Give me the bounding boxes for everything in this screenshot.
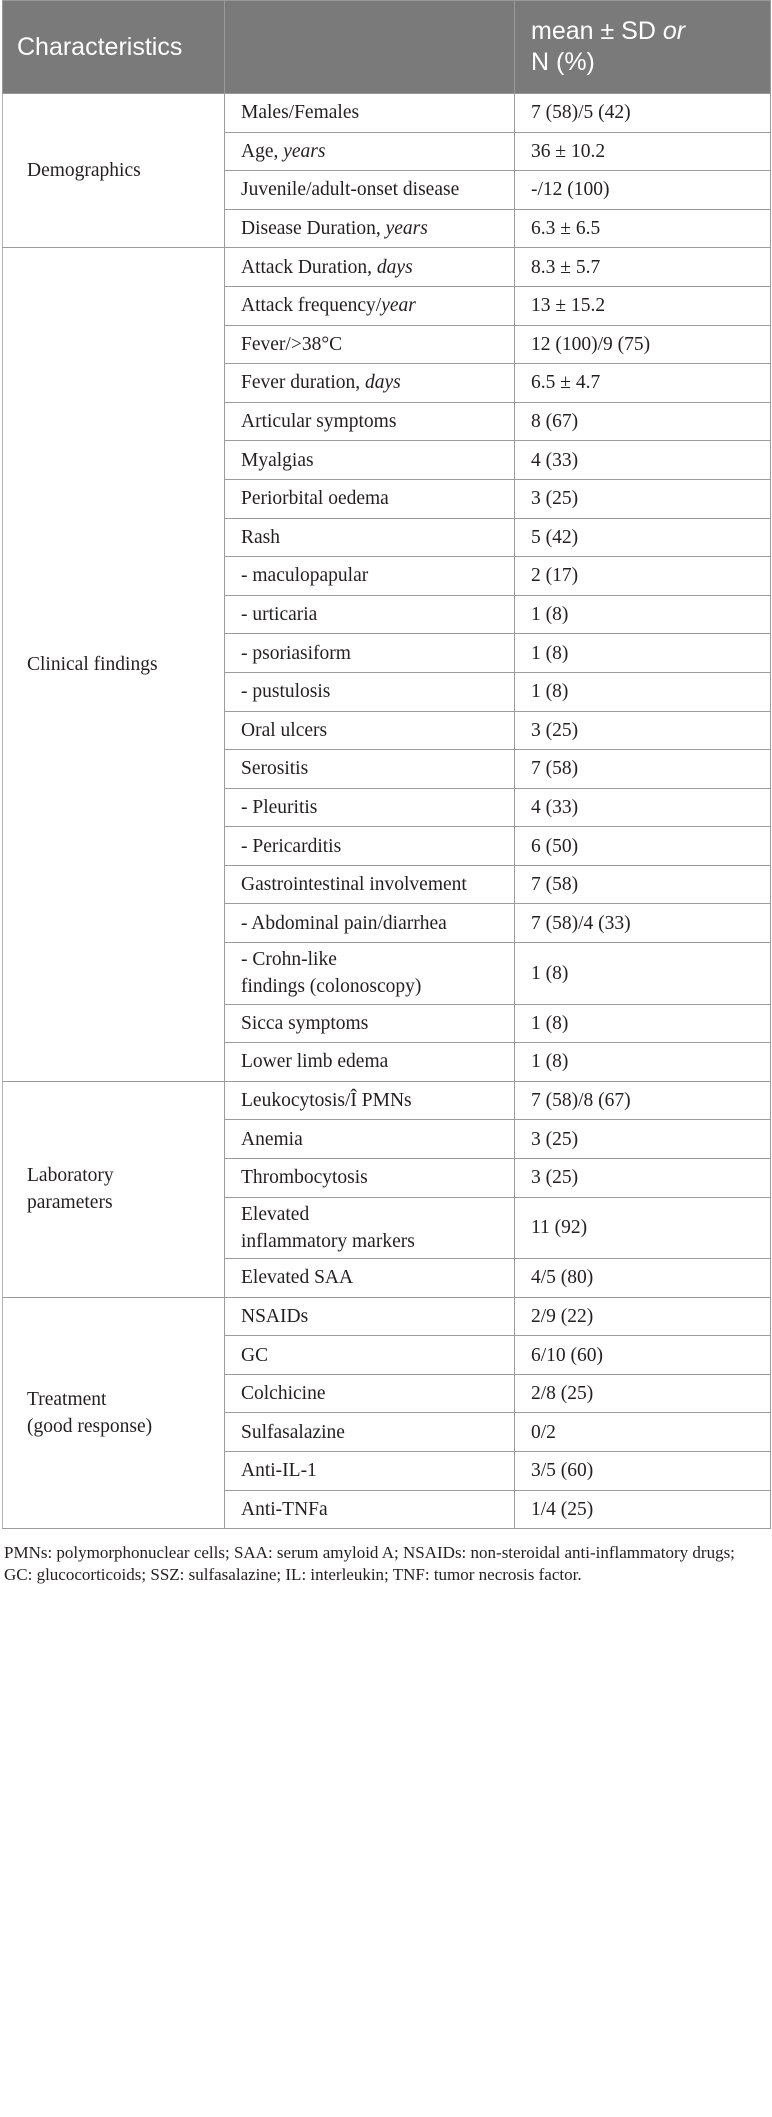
row-characteristic xyxy=(225,1336,515,1375)
characteristic-name: Myalgias xyxy=(241,449,314,471)
row-value: 7 (58) xyxy=(515,865,771,904)
characteristic-name: Elevated SAA xyxy=(241,1267,354,1289)
characteristic-name: Leukocytosis/Î PMNs xyxy=(241,1090,412,1112)
row-value: 0/2 xyxy=(515,1413,771,1452)
row-characteristic xyxy=(225,248,515,287)
characteristic-name: Thrombocytosis xyxy=(241,1167,368,1189)
header-stat-or: or xyxy=(662,17,686,45)
header-stat-tail: N (%) xyxy=(531,48,595,76)
row-value: 7 (58)/8 (67) xyxy=(515,1081,771,1120)
characteristic-line: Elevated xyxy=(241,1203,310,1225)
characteristic-line: inflammatory markers xyxy=(241,1230,415,1252)
row-characteristic xyxy=(225,209,515,248)
row-value: 6 (50) xyxy=(515,827,771,866)
row-value: 7 (58) xyxy=(515,750,771,789)
group-label: Clinical findings xyxy=(3,248,225,1081)
group-label-line: Treatment xyxy=(27,1388,107,1410)
row-characteristic xyxy=(225,634,515,673)
characteristic-name: Juvenile/adult-onset disease xyxy=(241,179,460,201)
row-characteristic xyxy=(225,1490,515,1529)
group-label: Demographics xyxy=(3,94,225,248)
group-label xyxy=(3,1297,225,1529)
row-characteristic xyxy=(225,1297,515,1336)
row-value: 2/9 (22) xyxy=(515,1297,771,1336)
row-characteristic xyxy=(225,1413,515,1452)
row-characteristic xyxy=(225,1197,515,1259)
table-body xyxy=(3,94,771,1529)
row-characteristic xyxy=(225,286,515,325)
row-characteristic xyxy=(225,788,515,827)
header-empty xyxy=(225,1,515,94)
row-value: 3 (25) xyxy=(515,711,771,750)
table-row xyxy=(3,94,771,133)
row-characteristic xyxy=(225,943,515,1005)
characteristic-name: Attack Duration, xyxy=(241,256,377,278)
characteristic-name: Articular symptoms xyxy=(241,411,397,433)
row-value: 13 ± 15.2 xyxy=(515,286,771,325)
row-characteristic xyxy=(225,364,515,403)
group-label-line: (good response) xyxy=(27,1415,153,1437)
characteristic-name: Anti-IL-1 xyxy=(241,1460,317,1482)
characteristic-line: findings (colonoscopy) xyxy=(241,976,422,998)
characteristic-unit: years xyxy=(283,140,326,162)
characteristic-name: Oral ulcers xyxy=(241,719,328,741)
row-value: 1 (8) xyxy=(515,634,771,673)
group-label-line: parameters xyxy=(27,1192,113,1214)
characteristic-name: Males/Females xyxy=(241,102,360,124)
row-characteristic xyxy=(225,325,515,364)
header-row xyxy=(3,1,771,94)
header-characteristics: Characteristics xyxy=(3,1,225,94)
characteristic-name: Fever/>38°C xyxy=(241,333,343,355)
row-value: 7 (58)/4 (33) xyxy=(515,904,771,943)
row-characteristic xyxy=(225,1158,515,1197)
characteristic-unit: days xyxy=(376,256,413,278)
row-characteristic xyxy=(225,132,515,171)
row-value: 3/5 (60) xyxy=(515,1452,771,1491)
characteristic-name: - Abdominal pain/diarrhea xyxy=(241,912,447,934)
row-value: 5 (42) xyxy=(515,518,771,557)
characteristic-name: - pustulosis xyxy=(241,681,331,703)
characteristic-name: Sulfasalazine xyxy=(241,1421,345,1443)
characteristic-unit: years xyxy=(385,218,428,240)
row-value: 4 (33) xyxy=(515,788,771,827)
row-value: 3 (25) xyxy=(515,1158,771,1197)
characteristic-name: Colchicine xyxy=(241,1383,326,1405)
table-row xyxy=(3,1081,771,1120)
characteristic-name: Sicca symptoms xyxy=(241,1012,369,1034)
characteristic-name: Attack frequency/ xyxy=(241,295,382,317)
row-characteristic xyxy=(225,904,515,943)
characteristic-name: - maculopapular xyxy=(241,565,369,587)
row-characteristic xyxy=(225,711,515,750)
row-characteristic xyxy=(225,1259,515,1298)
row-value: 36 ± 10.2 xyxy=(515,132,771,171)
row-value: 1 (8) xyxy=(515,1043,771,1082)
row-value: 6/10 (60) xyxy=(515,1336,771,1375)
row-value: 7 (58)/5 (42) xyxy=(515,94,771,133)
characteristic-unit: days xyxy=(365,372,401,394)
row-value: 4 (33) xyxy=(515,441,771,480)
row-value: 3 (25) xyxy=(515,1120,771,1159)
row-characteristic xyxy=(225,94,515,133)
characteristic-name: - urticaria xyxy=(241,604,318,626)
row-characteristic xyxy=(225,402,515,441)
row-value: 6.3 ± 6.5 xyxy=(515,209,771,248)
row-characteristic xyxy=(225,441,515,480)
row-characteristic xyxy=(225,1043,515,1082)
characteristic-name: Lower limb edema xyxy=(241,1051,389,1073)
row-characteristic xyxy=(225,595,515,634)
row-characteristic xyxy=(225,1120,515,1159)
row-characteristic xyxy=(225,518,515,557)
characteristic-unit: year xyxy=(381,295,416,317)
table-row xyxy=(3,1297,771,1336)
group-label-line: Laboratory xyxy=(27,1165,114,1187)
characteristic-name: Fever duration, xyxy=(241,372,366,394)
row-characteristic xyxy=(225,750,515,789)
characteristic-name: NSAIDs xyxy=(241,1305,309,1327)
group-label xyxy=(3,1081,225,1297)
header-stat xyxy=(515,1,771,94)
row-value: 4/5 (80) xyxy=(515,1259,771,1298)
characteristic-line: - Crohn-like xyxy=(241,949,337,971)
characteristic-name: - Pleuritis xyxy=(241,796,318,818)
row-value: 11 (92) xyxy=(515,1197,771,1259)
row-value: 1 (8) xyxy=(515,1004,771,1043)
characteristic-name: Anti-TNFa xyxy=(241,1498,328,1520)
row-characteristic xyxy=(225,827,515,866)
row-value: 8.3 ± 5.7 xyxy=(515,248,771,287)
characteristic-name: - Pericarditis xyxy=(241,835,342,857)
characteristic-name: GC xyxy=(241,1344,269,1366)
header-stat-main: mean ± SD xyxy=(531,17,663,45)
row-value: 6.5 ± 4.7 xyxy=(515,364,771,403)
row-value: 1 (8) xyxy=(515,595,771,634)
table-row xyxy=(3,248,771,287)
row-characteristic xyxy=(225,672,515,711)
row-characteristic xyxy=(225,479,515,518)
characteristic-name: Periorbital oedema xyxy=(241,488,389,510)
row-value: -/12 (100) xyxy=(515,171,771,210)
characteristic-name: Gastrointestinal involvement xyxy=(241,874,467,896)
row-value: 1 (8) xyxy=(515,943,771,1005)
row-value: 2 (17) xyxy=(515,557,771,596)
row-value: 12 (100)/9 (75) xyxy=(515,325,771,364)
row-value: 2/8 (25) xyxy=(515,1374,771,1413)
row-value: 1/4 (25) xyxy=(515,1490,771,1529)
characteristic-name: Age, xyxy=(241,140,284,162)
characteristic-name: Rash xyxy=(241,526,280,548)
row-value: 1 (8) xyxy=(515,672,771,711)
characteristics-table xyxy=(2,0,771,1529)
table-footnote: PMNs: polymorphonuclear cells; SAA: serum amyloid A; NSAIDs: non-steroidal anti-inflammatory drugs; GC: glucocorticoids; SSZ: sulfasalazine; IL: interleukin; TNF: tumor necrosis factor. xyxy=(4,1543,735,1585)
row-characteristic xyxy=(225,1004,515,1043)
characteristic-name: Disease Duration, xyxy=(241,218,386,240)
characteristic-name: Serositis xyxy=(241,758,309,780)
row-value: 3 (25) xyxy=(515,479,771,518)
row-characteristic xyxy=(225,865,515,904)
row-characteristic xyxy=(225,1081,515,1120)
row-characteristic xyxy=(225,557,515,596)
row-characteristic xyxy=(225,1374,515,1413)
row-characteristic xyxy=(225,171,515,210)
row-value: 8 (67) xyxy=(515,402,771,441)
characteristic-name: - psoriasiform xyxy=(241,642,351,664)
row-characteristic xyxy=(225,1452,515,1491)
characteristic-name: Anemia xyxy=(241,1128,303,1150)
